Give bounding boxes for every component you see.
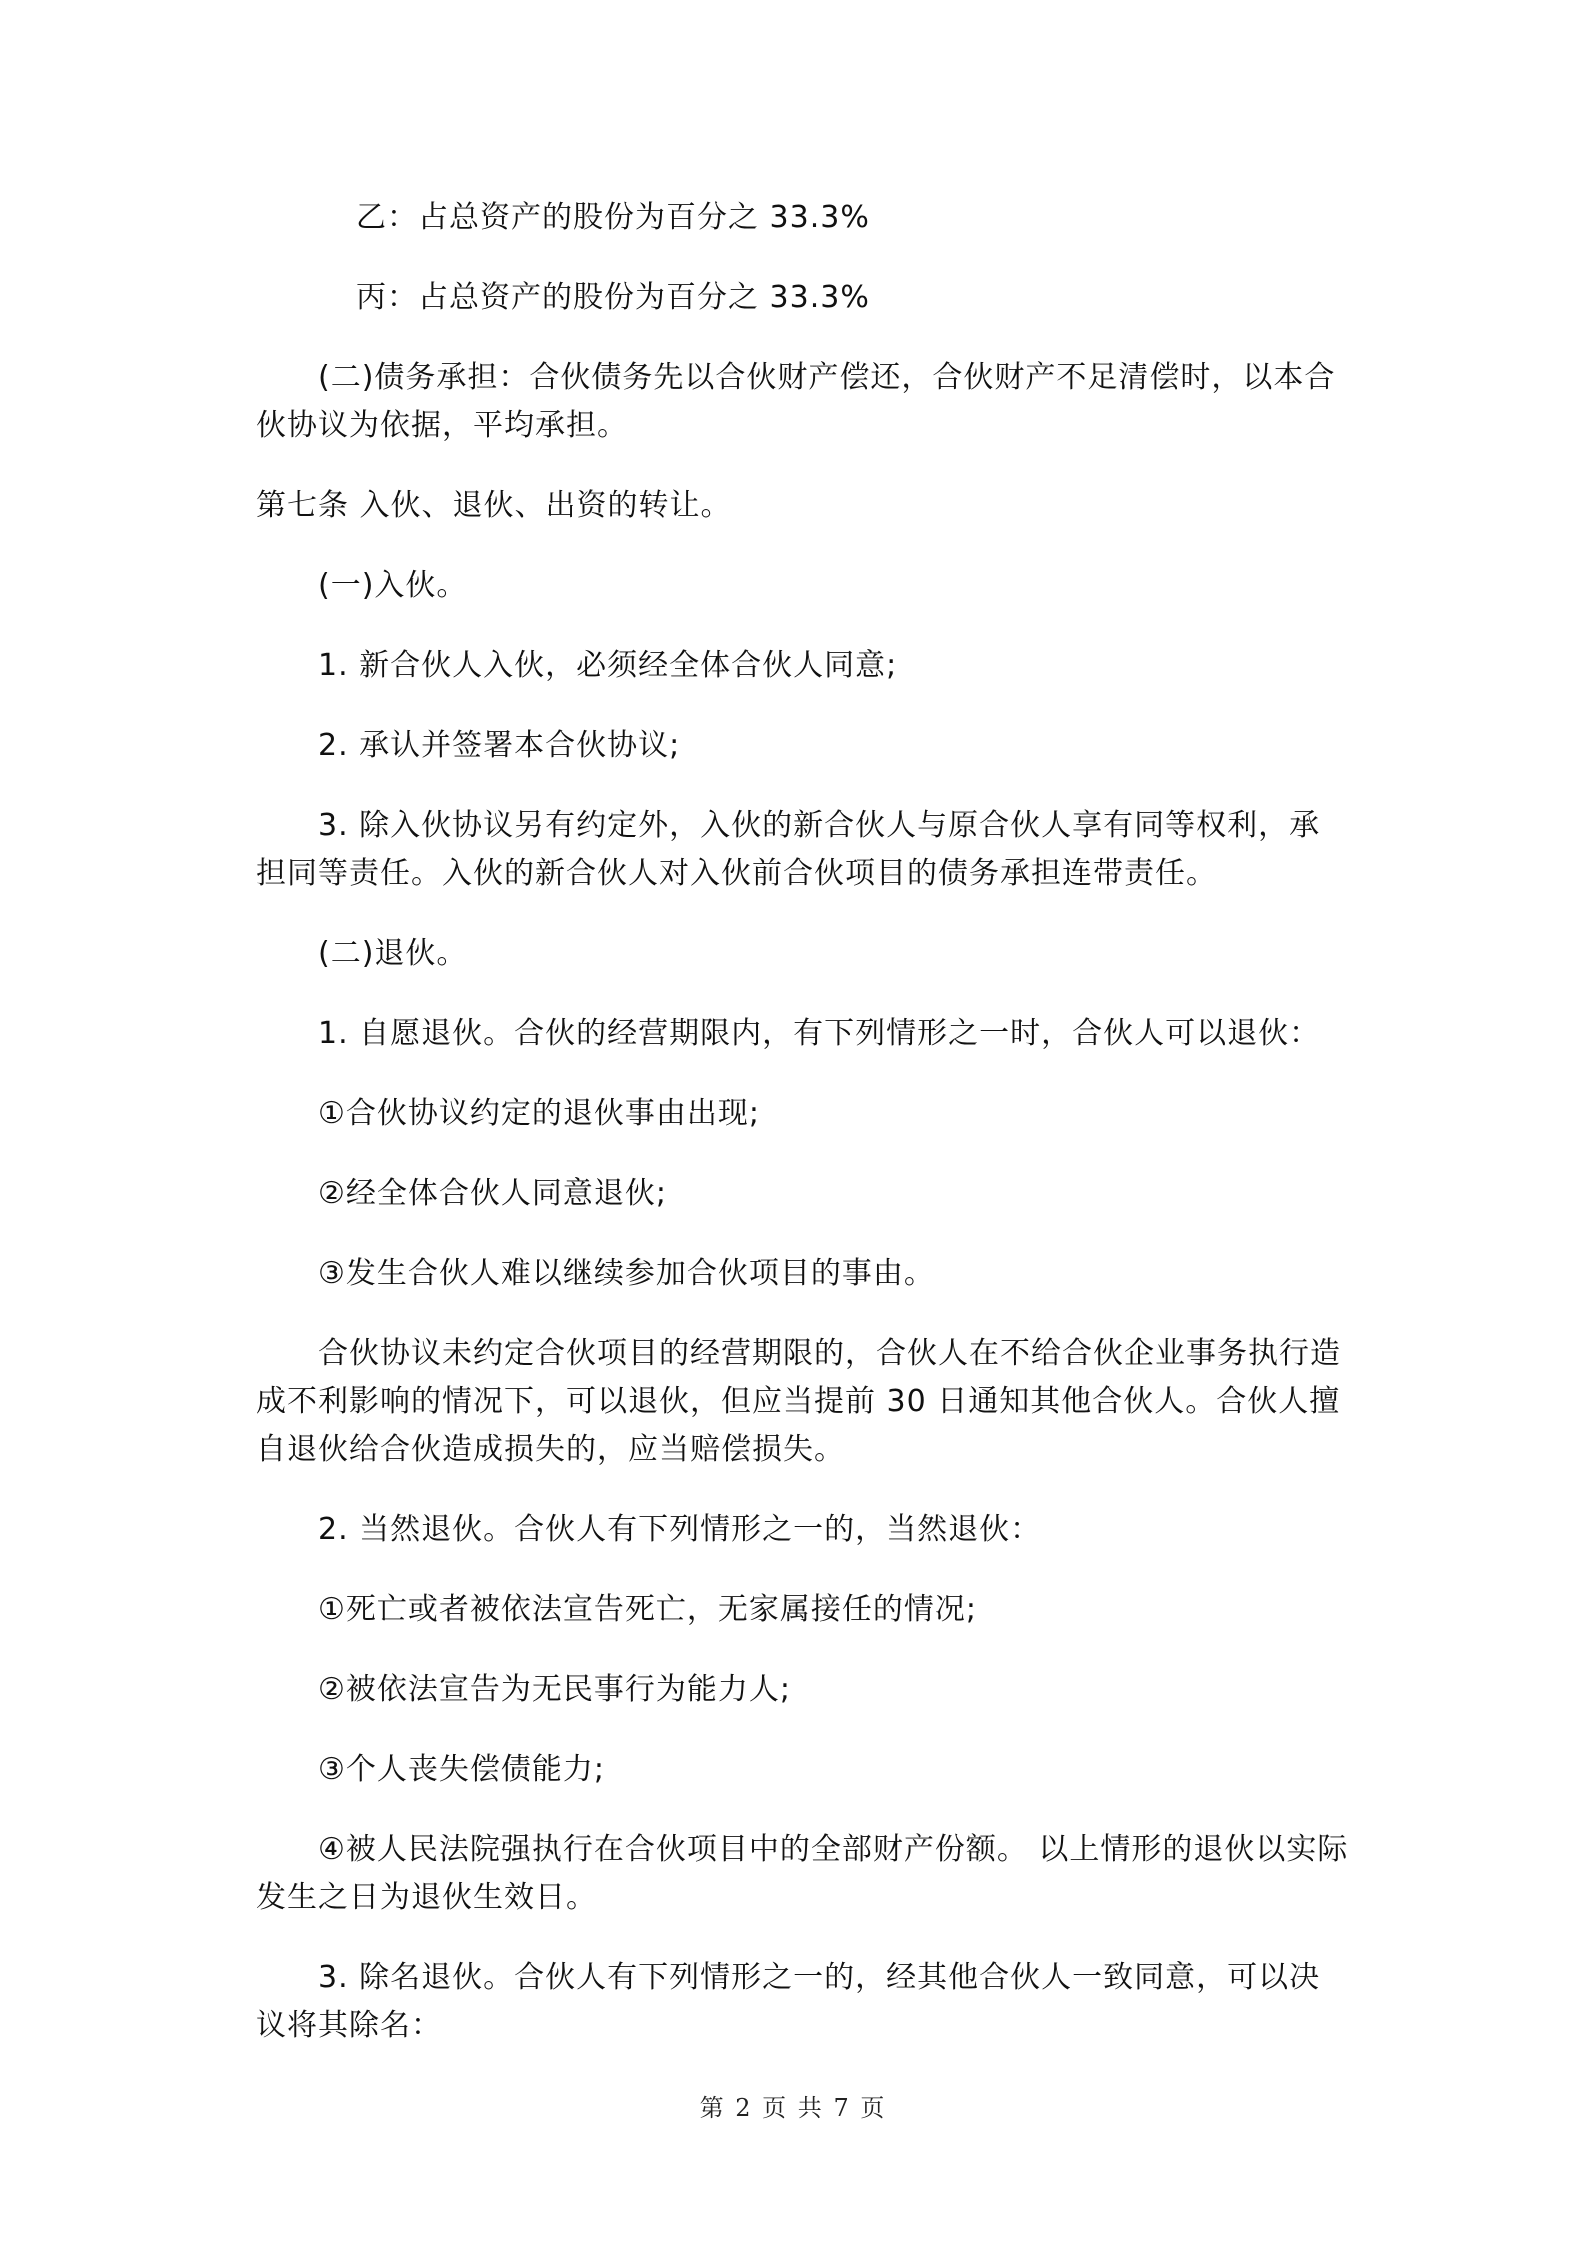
voluntary-case-2: ②经全体合伙人同意退伙;	[318, 1176, 668, 1211]
joining-item-2: 2. 承认并签署本合伙协议;	[318, 728, 681, 763]
paragraph-debt-bearing: (二)债务承担：合伙债务先以合伙财产偿还，合伙财产不足清偿时，以本合伙协议为依据，平均承担。	[256, 360, 1336, 443]
section-joining-heading: (一)入伙。	[318, 568, 468, 603]
joining-item-1: 1. 新合伙人入伙，必须经全体合伙人同意;	[318, 648, 898, 683]
voluntary-case-1: ①合伙协议约定的退伙事由出现;	[318, 1096, 761, 1131]
document-body	[256, 194, 1350, 2082]
automatic-case-3: ③个人丧失偿债能力;	[318, 1752, 606, 1787]
withdrawal-automatic: 2. 当然退伙。合伙人有下列情形之一的，当然退伙：	[318, 1512, 1042, 1547]
automatic-case-2: ②被依法宣告为无民事行为能力人;	[318, 1672, 792, 1707]
voluntary-case-3: ③发生合伙人难以继续参加合伙项目的事由。	[318, 1256, 935, 1291]
section-withdrawal-heading: (二)退伙。	[318, 936, 468, 971]
page-footer: 第 2 页 共 7 页	[699, 2094, 887, 2122]
withdrawal-expulsion: 3. 除名退伙。合伙人有下列情形之一的，经其他合伙人一致同意，可以决议将其除名：	[256, 1960, 1321, 2043]
withdrawal-voluntary: 1. 自愿退伙。合伙的经营期限内，有下列情形之一时，合伙人可以退伙：	[318, 1016, 1321, 1051]
paragraph-share-bing: 丙：占总资产的股份为百分之 33.3%	[356, 280, 870, 315]
article-seven-heading: 第七条 入伙、退伙、出资的转让。	[256, 488, 732, 523]
paragraph-unspecified-term: 合伙协议未约定合伙项目的经营期限的，合伙人在不给合伙企业事务执行造成不利影响的情况下，可以退伙，但应当提前 30 日通知其他合伙人。合伙人擅自退伙给合伙造成损失的，应当赔偿损失。	[256, 1336, 1341, 1467]
automatic-case-1: ①死亡或者被依法宣告死亡，无家属接任的情况;	[318, 1592, 978, 1627]
paragraph-share-yi: 乙：占总资产的股份为百分之 33.3%	[356, 200, 870, 235]
automatic-case-4: ④被人民法院强执行在合伙项目中的全部财产份额。 以上情形的退伙以实际发生之日为退伙生效日。	[256, 1832, 1349, 1915]
joining-item-3: 3. 除入伙协议另有约定外，入伙的新合伙人与原合伙人享有同等权利，承担同等责任。入伙的新合伙人对入伙前合伙项目的债务承担连带责任。	[256, 808, 1321, 891]
